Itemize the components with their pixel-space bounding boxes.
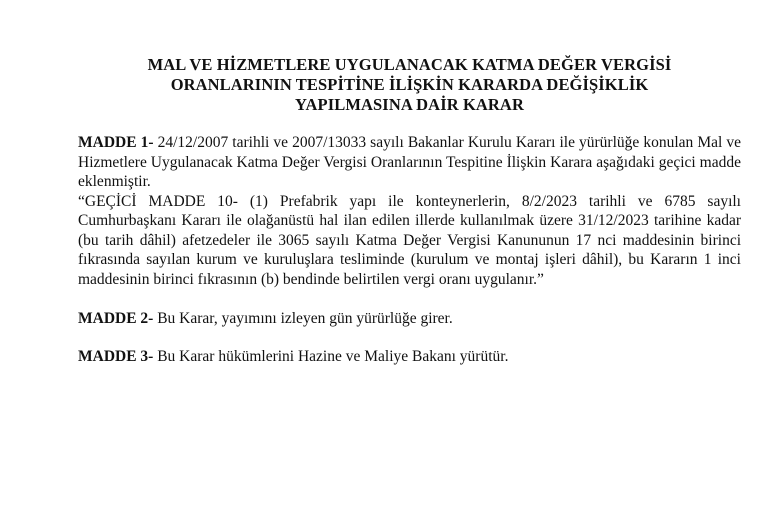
provisional-article-10-paragraph — [78, 192, 741, 290]
article-3-paragraph — [78, 347, 741, 367]
article-1-label: MADDE 1- — [78, 134, 154, 151]
decree-document — [78, 55, 741, 366]
article-1-text: 24/12/2007 tarihli ve 2007/13033 sayılı Bakanlar Kurulu Kararı ile yürürlüğe konulan Mal ve Hizmetlere Uygulanacak Katma Değer Vergisi Oranlarının Tespitine İlişkin Karara aşağıdaki geçici madde eklenmiştir. — [78, 134, 742, 190]
article-3-text: Bu Karar hükümlerini Hazine ve Maliye Bakanı yürütür. — [157, 347, 509, 365]
title-line-3: YAPILMASINA DAİR KARAR — [295, 95, 524, 114]
title-line-2: ORANLARININ TESPİTİNE İLİŞKİN KARARDA DEĞİŞİKLİK — [170, 75, 649, 94]
article-2-label: MADDE 2- — [78, 310, 154, 327]
title-line-1: MAL VE HİZMETLERE UYGULANACAK KATMA DEĞER VERGİSİ — [147, 55, 672, 74]
article-2-text: Bu Karar, yayımını izleyen gün yürürlüğe girer. — [157, 310, 453, 327]
article-1-paragraph — [78, 133, 741, 192]
article-3-label: MADDE 3- — [78, 347, 154, 365]
article-2-paragraph — [78, 309, 741, 329]
document-title — [78, 55, 741, 115]
provisional-article-10-text: “GEÇİCİ MADDE 10- (1) Prefabrik yapı ile konteynerlerin, 8/2/2023 tarihli ve 6785 sayılı Cumhurbaşkanı Kararı ile olağanüstü hal ilan edilen illerde kullanılmak üzere 31/12/2023 tarihine kadar (bu tarih dâhil) afetzedeler ile 3065 sayılı Katma Değer Vergisi Kanununun 17 nci maddesinin birinci fıkrasında sayılan kurum ve kuruluşlara tesliminde (kurulum ve montaj işleri dâhil), bu Kararın 1 inci maddesinin birinci fıkrasının (b) bendinde belirtilen vergi oranı uygulanır.” — [78, 192, 741, 288]
